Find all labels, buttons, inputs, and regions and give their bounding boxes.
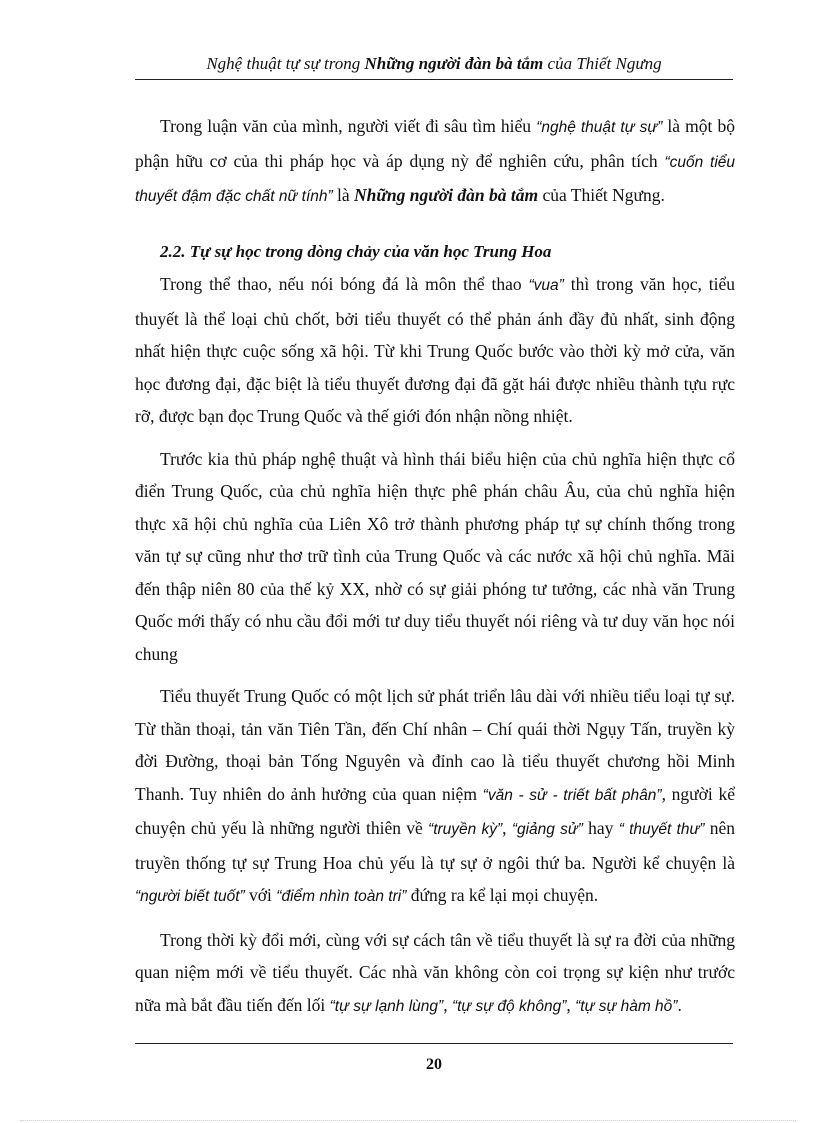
text-run: thì trong văn học, tiểu thuyết là thể loại chủ chốt, bởi tiểu thuyết có thể phản ánh đầy đủ nhất, sinh động nhất hiện thực cuộc sống xã hội. Từ khi Trung Quốc bước vào thời kỳ mở cửa, văn học đương đại, đặc biệt là tiểu thuyết đương đại đã gặt hái được nhiều thành tựu rực rỡ, được bạn đọc Trung Quốc và thế giới đón nhận nồng nhiệt.: [135, 274, 735, 426]
text-run: đứng ra kể lại mọi chuyện.: [406, 885, 599, 905]
quote: “giảng sử”: [511, 821, 583, 838]
text-run: là: [332, 185, 355, 205]
text-run: Trong thể thao, nếu nói bóng đá là môn thể thao: [160, 274, 529, 294]
text-run: ,: [502, 818, 512, 838]
text-run: Trong luận văn của mình, người viết đi sâu tìm hiểu: [160, 116, 537, 136]
footer-divider: [135, 1043, 733, 1044]
text-run: , người kể chuyện chủ yếu là những người thiên về: [135, 783, 735, 838]
text-run: Trong thời kỳ đổi mới, cùng với sự cách tân về tiểu thuyết là sự ra đời của những quan niệm mới về tiểu thuyết. Các nhà văn không còn coi trọng sự kiện như trước nữa mà bắt đầu tiến đến lối: [135, 929, 735, 1015]
paragraph-5: [135, 924, 735, 1024]
section-heading: 2.2. Tự sự học trong dòng chảy của văn học Trung Hoa: [160, 241, 552, 261]
quote: “tự sự độ không”: [451, 997, 567, 1015]
text-run: ,: [566, 994, 576, 1015]
quote: “ thuyết thư”: [618, 821, 705, 838]
text-run: là một bộ phận hữu cơ của thi pháp học và áp dụng nỳ để nghiên cứu, phân tích: [135, 116, 736, 171]
quote: “nghệ thuật tự sự”: [536, 119, 663, 136]
header-suffix: của Thiết Ngưng: [543, 54, 662, 73]
paragraph-3: Trước kia thủ pháp nghệ thuật và hình thái biểu hiện của chủ nghĩa hiện thực cổ điển Trung Quốc, của chủ nghĩa hiện thực phê phán châu Âu, của chủ nghĩa hiện thực xã hội chủ nghĩa của Liên Xô trở thành phương pháp tự sự chính thống trong văn tự sự cũng như thơ trữ tình của Trung Quốc và các nước xã hội chủ nghĩa. Mãi đến thập niên 80 của thế kỷ XX, nhờ có sự giải phóng tư tưởng, các nhà văn Trung Quốc mới thấy có nhu cầu đổi mới tư duy tiểu thuyết nói riêng và tư duy văn học nói chung: [135, 448, 735, 664]
text-run: .: [677, 994, 682, 1015]
text-run: với: [244, 885, 277, 905]
text-run: ,: [443, 994, 452, 1015]
quote: “tự sự lạnh lùng”: [329, 997, 444, 1015]
text-run: của Thiết Ngưng.: [538, 185, 665, 205]
book-title: Những người đàn bà tắm: [354, 185, 539, 205]
quote: “vua”: [528, 277, 564, 294]
paragraph-2: [135, 268, 735, 433]
text-run: Tiểu thuyết Trung Quốc có một lịch sử phát triển lâu dài với nhiều tiểu loại tự sự. Từ thần thoại, tản văn Tiên Tần, đến Chí nhân – Chí quái thời Ngụy Tấn, truyền kỳ đời Đường, thoại bản Tống Nguyên và đỉnh cao là tiểu thuyết chương hồi Minh Thanh. Tuy nhiên do ảnh hưởng của quan niệm: [135, 686, 735, 804]
quote: “cuốn tiểu thuyết đậm đặc chất nữ tính”: [135, 153, 735, 205]
paragraph-1: [135, 110, 735, 214]
header-book-title: Những người đàn bà tắm: [364, 54, 544, 73]
quote: “văn - sử - triết bất phân”: [482, 786, 662, 804]
header-divider: [135, 79, 733, 80]
text-run: nên truyền thống tự sự Trung Hoa chủ yếu là tự sự ở ngôi thứ ba. Người kể chuyện là: [135, 818, 735, 873]
running-header: [135, 52, 733, 76]
quote: “truyền kỳ”: [428, 821, 503, 838]
text-run: hay: [582, 818, 619, 838]
quote: “người biết tuốt”: [135, 888, 245, 905]
paragraph-4: [135, 680, 735, 914]
quote: “điểm nhìn toàn tri”: [276, 888, 407, 905]
quote: “tự sự hàm hồ”: [575, 997, 678, 1015]
header-prefix: Nghệ thuật tự sự trong: [206, 54, 365, 73]
page-edge-divider: [20, 1120, 796, 1121]
page-number: 20: [426, 1056, 442, 1073]
page-body: [135, 110, 735, 1023]
